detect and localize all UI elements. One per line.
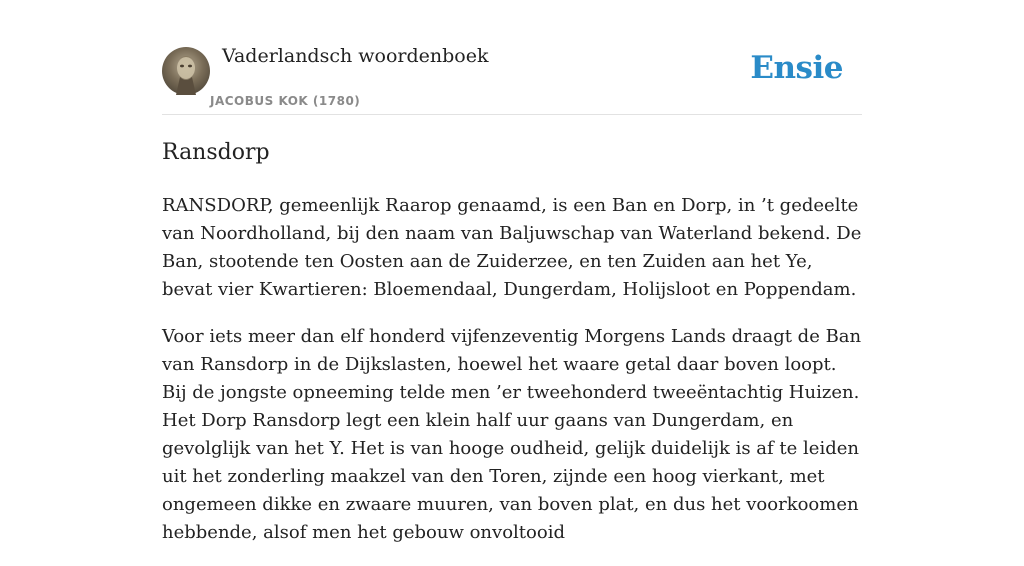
entry-title: Ransdorp (162, 140, 270, 165)
source-header (162, 0, 862, 115)
source-title-link[interactable]: Vaderlandsch woordenboek (222, 45, 489, 67)
entry-paragraph-1: RANSDORP, gemeenlijk Raarop genaamd, is een Ban en Dorp, in ’t gedeelte van Noordholland, bij den naam van Baljuwschap van Waterland bekend. De Ban, stootende ten Oosten aan de Zuiderzee, en ten Zuiden aan het Ye, bevat vier Kwartieren: Bloemendaal, Dungerdam, Holijsloot en Poppendam. (162, 195, 862, 300)
entry-paragraph-2: Voor iets meer dan elf honderd vijfenzeventig Morgens Lands draagt de Ban van Ransdorp in de Dijkslasten, hoewel het waare getal daar boven loopt. Bij de jongste opneeming telde men ’er tweehonderd tweeëntachtig Huizen. Het Dorp Ransdorp legt een klein half uur gaans van Dungerdam, en gevolglijk van het Y. Het is van hooge oudheid, gelijk duidelijk is af te leiden uit het zonderling maakzel van den Toren, zijnde een hoog vierkant, met ongemeen dikke en zwaare muuren, van boven plat, en dus het voorkoomen hebbende, alsof men het gebouw onvoltooid (162, 326, 862, 543)
author-label: JACOBUS KOK (1780) (210, 94, 361, 108)
content-container (162, 0, 862, 543)
author-portrait-icon[interactable] (162, 47, 210, 95)
entry-body (162, 192, 862, 566)
portrait-graphic (162, 47, 210, 95)
ensie-logo-link[interactable]: Ensie (750, 50, 843, 86)
